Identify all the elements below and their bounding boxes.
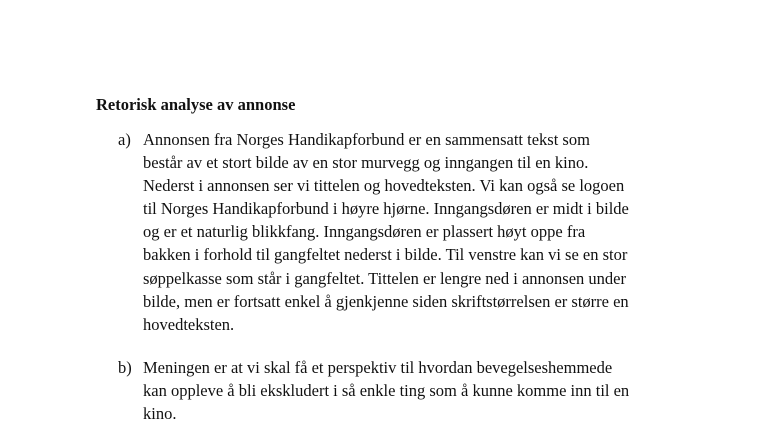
paragraph-line: består av et stort bilde av en stor murvegg og inngangen til en kino. [143, 153, 589, 173]
paragraph-line: Annonsen fra Norges Handikapforbund er en sammensatt tekst som [143, 130, 590, 149]
document-heading: Retorisk analyse av annonse [96, 95, 296, 114]
paragraph-line: kino. [143, 404, 177, 424]
paragraph-line: hovedteksten. [143, 314, 235, 334]
paragraph-line: bakken i forhold til gangfeltet nederst i bilde. Til venstre kan vi se en stor [143, 245, 628, 265]
paragraph-line: til Norges Handikapforbund i høyre hjørne. Inngangsdøren er midt i bilde [143, 199, 629, 219]
paragraph-line: bilde, men er fortsatt enkel å gjenkjenne siden skriftstørrelsen er større en [143, 291, 629, 311]
paragraph-b [143, 356, 738, 425]
paragraph-line: Meningen er at vi skal få et perspektiv til hvordan bevegelseshemmede [143, 358, 613, 377]
paragraph-line: og er et naturlig blikkfang. Inngangsdøren er plassert høyt oppe fra [143, 222, 586, 242]
paragraph-line: kan oppleve å bli ekskludert i så enkle ting som å kunne komme inn til en [143, 381, 630, 401]
list-marker-a: a) [118, 130, 131, 149]
paragraph-a [143, 128, 738, 336]
paragraph-line: Nederst i annonsen ser vi tittelen og hovedteksten. Vi kan også se logoen [143, 176, 625, 196]
list-marker-b: b) [118, 358, 132, 377]
paragraph-line: søppelkasse som står i gangfeltet. Tittelen er lengre ned i annonsen under [143, 268, 626, 288]
